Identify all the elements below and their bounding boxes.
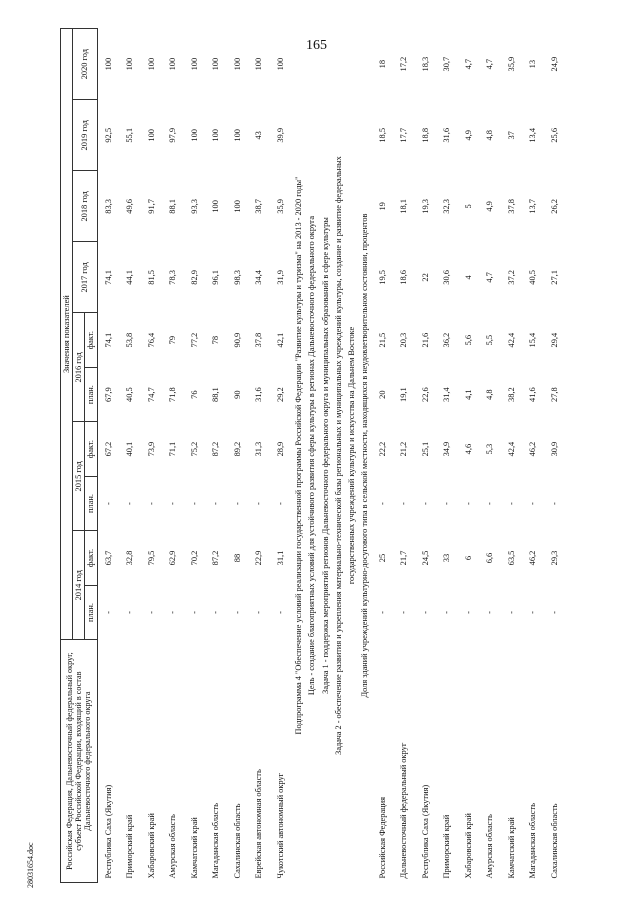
value-cell: 4 [463,275,473,280]
region-name: Магаданская область [528,803,538,879]
subprogram-title: Подпрограмма 4 "Обеспечение условий реализации государственной программы Российской Федерации "Развитие культуры и туризма" на 2013 - 2020 годы" [294,176,304,735]
value-cell: 100 [189,129,199,142]
value-cell: - [232,611,242,614]
value-cell: 31,4 [442,387,452,402]
table-row [371,29,393,883]
value-cell: - [399,611,409,614]
value-cell: - [146,502,156,505]
value-cell: 25,6 [549,127,559,143]
indicators-table [60,28,565,883]
value-cell: 5,3 [485,443,495,455]
table-row [436,29,458,883]
header-fact: факт. [85,313,97,367]
value-cell: 76,4 [146,332,156,348]
value-cell: 4,1 [463,389,473,400]
header-fact: факт. [85,422,97,476]
footer-doc-code: 28031654.doc [26,842,35,888]
value-cell: 100 [232,129,242,142]
value-cell: - [211,611,221,614]
value-cell: 4,6 [463,443,473,455]
value-cell: 28,9 [275,441,285,457]
value-cell: - [125,611,135,614]
value-cell: - [528,611,538,614]
value-cell: 27,8 [549,387,559,402]
header-plan: план. [85,367,97,421]
value-cell: 37,8 [506,199,516,214]
value-cell: 100 [189,57,199,71]
value-cell: 21,7 [399,550,409,566]
value-cell: 70,2 [189,550,199,566]
value-cell: 89,2 [232,441,242,457]
value-cell: - [377,611,387,614]
value-cell: 22,2 [377,441,387,457]
region-name: Амурская область [168,814,178,879]
value-cell: 100 [232,200,242,213]
value-cell: 73,9 [146,441,156,457]
table-row [543,29,565,883]
value-cell: 100 [146,129,156,142]
value-cell: - [485,502,495,505]
value-cell: 67,9 [103,387,113,402]
value-cell: 31,1 [275,550,285,566]
value-cell: 4,9 [485,201,495,212]
header-year-2020: 2020 год [73,29,97,100]
value-cell: 30,6 [442,270,452,285]
value-cell: 22,9 [254,550,264,566]
value-cell: 13,4 [528,127,538,143]
value-cell: 63,7 [103,550,113,566]
value-cell: 4,8 [485,389,495,400]
value-cell: 29,3 [549,550,559,566]
value-cell: 24,5 [420,550,430,566]
region-name: Республика Саха (Якутия) [420,784,430,879]
table-row [393,29,415,883]
value-cell: 5 [463,204,473,209]
value-cell: 79 [168,335,178,345]
region-name: Приморский край [125,814,135,879]
value-cell: 25,1 [420,441,430,457]
value-cell: 36,2 [442,332,452,348]
value-cell: 88,1 [168,199,178,214]
header-year-2019: 2019 год [73,100,97,171]
value-cell: 21,5 [377,332,387,348]
value-cell: - [275,502,285,505]
value-cell: 37 [506,131,516,140]
value-cell: - [442,502,452,505]
value-cell: - [549,502,559,505]
value-cell: 21,2 [399,441,409,457]
value-cell: - [463,611,473,614]
value-cell: 4,9 [463,130,473,141]
region-name: Чукотский автономный округ [275,772,285,879]
table-row [248,29,270,883]
value-cell: 29,4 [549,332,559,348]
value-cell: 18,3 [420,56,430,72]
value-cell: 87,2 [211,441,221,457]
header-region: Российская Федерация, Дальневосточный федеральный округ, субъект Российской Федерации, входящий в состав Дальневосточного федерального округа [61,640,98,883]
value-cell: - [528,502,538,505]
value-cell: 76 [189,390,199,399]
value-cell: 42,4 [506,441,516,457]
value-cell: 32,3 [442,199,452,214]
table-row [184,29,206,883]
value-cell: 49,6 [125,199,135,214]
value-cell: 88 [232,553,242,563]
value-cell: 81,5 [146,270,156,285]
value-cell: 39,9 [275,127,285,143]
value-cell: 46,2 [528,441,538,457]
value-cell: 21,6 [420,332,430,348]
value-cell: - [146,611,156,614]
value-cell: 90,9 [232,332,242,348]
value-cell: 67,2 [103,441,113,457]
goal-line: Цель - создание благоприятных условий для устойчивого развития сферы культуры в регионах Дальневосточного федерального округа [307,215,317,696]
value-cell: 25 [377,553,387,563]
value-cell: 33 [442,553,452,563]
value-cell: 71,8 [168,387,178,402]
value-cell: 100 [211,57,221,71]
region-name: Хабаровский край [146,813,156,879]
value-cell: 19,3 [420,199,430,214]
value-cell: 93,3 [189,199,199,214]
value-cell: 96,1 [211,270,221,285]
section-block [291,29,371,883]
value-cell: 31,6 [254,387,264,402]
value-cell: 74,1 [103,332,113,348]
region-name: Республика Саха (Якутия) [103,784,113,879]
value-cell: 26,2 [549,199,559,214]
value-cell: 4,7 [463,58,473,70]
value-cell: 100 [254,57,264,71]
value-cell: - [254,502,264,505]
value-cell: 53,8 [125,332,135,348]
header-values: Значения показателей [61,29,73,640]
value-cell: 100 [146,57,156,71]
value-cell: 34,9 [442,441,452,457]
value-cell: 55,1 [125,127,135,143]
value-cell: 77,2 [189,332,199,348]
region-name: Еврейская автономная область [254,769,264,879]
value-cell: 30,9 [549,441,559,457]
value-cell: 31,3 [254,441,264,457]
value-cell: 100 [168,57,178,71]
task-2-line: Задача 2 - обеспечение развития и укрепления материально-технической базы региональных и муниципальных учреждений культуры, создание и развитие федеральных [333,156,343,755]
region-name: Магаданская область [211,803,221,879]
table-row [522,29,544,883]
task-1-line: Задача 1 - поддержка мероприятий регионов Дальневосточного федерального округа и муниципальных образований в сфере культуры [320,217,330,694]
table-body-1 [97,29,291,883]
value-cell: 19,1 [399,387,409,402]
value-cell: 41,6 [528,387,538,402]
header-year-2017: 2017 год [73,242,97,313]
value-cell: 24,9 [549,56,559,72]
table-row [119,29,141,883]
value-cell: 100 [103,57,113,71]
value-cell: - [275,611,285,614]
value-cell: 38,7 [254,199,264,214]
value-cell: 27,1 [549,270,559,285]
rotated-table-page [60,28,605,883]
value-cell: 18 [377,59,387,69]
value-cell: 31,9 [275,270,285,285]
value-cell: 4,7 [485,272,495,283]
value-cell: 6,6 [485,552,495,564]
region-name: Сахалинская область [549,803,559,879]
table-row [479,29,501,883]
region-name: Приморский край [442,814,452,879]
value-cell: 18,1 [399,199,409,214]
table-row [162,29,184,883]
value-cell: 75,2 [189,441,199,457]
value-cell: 100 [211,129,221,142]
value-cell: 40,5 [125,387,135,402]
value-cell: 32,8 [125,550,135,566]
indicator-title: Доля зданий учреждений культурно-досугового типа в сельской местности, находящихся в неудовлетворительном состоянии, процентов [360,213,370,698]
value-cell: 19,5 [377,270,387,285]
value-cell: 6 [463,555,473,561]
value-cell: - [377,502,387,505]
value-cell: 87,2 [211,550,221,566]
value-cell: 31,6 [442,127,452,143]
value-cell: - [399,502,409,505]
region-name: Российская Федерация [377,797,387,879]
table-row [414,29,436,883]
value-cell: - [168,611,178,614]
value-cell: 18,6 [399,270,409,285]
value-cell: 43 [254,131,264,140]
value-cell: 30,7 [442,56,452,72]
value-cell: 4,7 [485,58,495,70]
value-cell: 63,5 [506,550,516,566]
region-name: Амурская область [485,814,495,879]
value-cell: 78,3 [168,270,178,285]
task-2-line-cont: государственных учреждений культуры и искусства на Дальнем Востоке [346,326,356,585]
value-cell: 40,1 [125,441,135,457]
value-cell: 83,3 [103,199,113,214]
value-cell: - [506,611,516,614]
table-body-2 [371,29,565,883]
value-cell: - [485,611,495,614]
value-cell: 78 [211,335,221,345]
value-cell: 5,6 [463,334,473,346]
value-cell: 5,5 [485,334,495,346]
value-cell: 79,5 [146,550,156,566]
value-cell: 62,9 [168,550,178,566]
region-name: Дальневосточный федеральный округ [399,742,409,879]
value-cell: 74,7 [146,387,156,402]
value-cell: 92,5 [103,127,113,143]
value-cell: 13 [528,59,538,69]
table-row [270,29,292,883]
value-cell: 17,7 [399,127,409,143]
value-cell: 18,5 [377,127,387,143]
value-cell: 42,1 [275,332,285,348]
value-cell: 15,4 [528,332,538,348]
value-cell: 98,3 [232,270,242,285]
value-cell: 71,1 [168,441,178,457]
value-cell: - [125,502,135,505]
value-cell: 20,3 [399,332,409,348]
value-cell: 42,4 [506,332,516,348]
value-cell: 74,1 [103,270,113,285]
value-cell: 44,1 [125,270,135,285]
table-row [227,29,249,883]
value-cell: 37,2 [506,270,516,285]
table-row [500,29,522,883]
value-cell: 4,8 [485,130,495,141]
value-cell: - [232,502,242,505]
header-year-2014: 2014 год [73,531,85,640]
value-cell: 100 [125,57,135,71]
header-plan: план. [85,476,97,530]
table-row [205,29,227,883]
value-cell: 22,6 [420,387,430,402]
header-year-2016: 2016 год [73,313,85,422]
value-cell: - [420,611,430,614]
header-fact: факт. [85,531,97,585]
value-cell: 100 [232,57,242,71]
value-cell: 34,4 [254,270,264,285]
value-cell: 18,8 [420,127,430,143]
value-cell: 40,5 [528,270,538,285]
header-year-2018: 2018 год [73,171,97,242]
value-cell: 17,2 [399,56,409,72]
value-cell: 46,2 [528,550,538,566]
value-cell: 20 [377,390,387,399]
value-cell: 91,7 [146,199,156,214]
region-name: Хабаровский край [463,813,473,879]
header-plan: план. [85,585,97,639]
table-row [141,29,163,883]
value-cell: 19 [377,202,387,211]
header-year-2015: 2015 год [73,422,85,531]
table-row [457,29,479,883]
value-cell: - [168,502,178,505]
value-cell: 29,2 [275,387,285,402]
value-cell: 38,2 [506,387,516,402]
value-cell: - [103,611,113,614]
value-cell: - [420,502,430,505]
table-row [97,29,119,883]
value-cell: - [549,611,559,614]
value-cell: 35,9 [275,199,285,214]
value-cell: 100 [275,57,285,71]
value-cell: 13,7 [528,199,538,214]
value-cell: 88,1 [211,387,221,402]
value-cell: 82,9 [189,270,199,285]
value-cell: - [254,611,264,614]
value-cell: 22 [420,273,430,282]
value-cell: - [189,502,199,505]
value-cell: 97,9 [168,127,178,143]
value-cell: - [506,502,516,505]
region-name: Сахалинская область [232,803,242,879]
value-cell: 100 [211,200,221,213]
value-cell: 90 [232,390,242,399]
value-cell: - [189,611,199,614]
page-number: 165 [306,38,327,53]
value-cell: - [463,502,473,505]
value-cell: - [211,502,221,505]
value-cell: - [103,502,113,505]
value-cell: 37,8 [254,332,264,348]
region-name: Камчатский край [506,817,516,879]
region-name: Камчатский край [189,817,199,879]
value-cell: - [442,611,452,614]
value-cell: 35,9 [506,56,516,72]
